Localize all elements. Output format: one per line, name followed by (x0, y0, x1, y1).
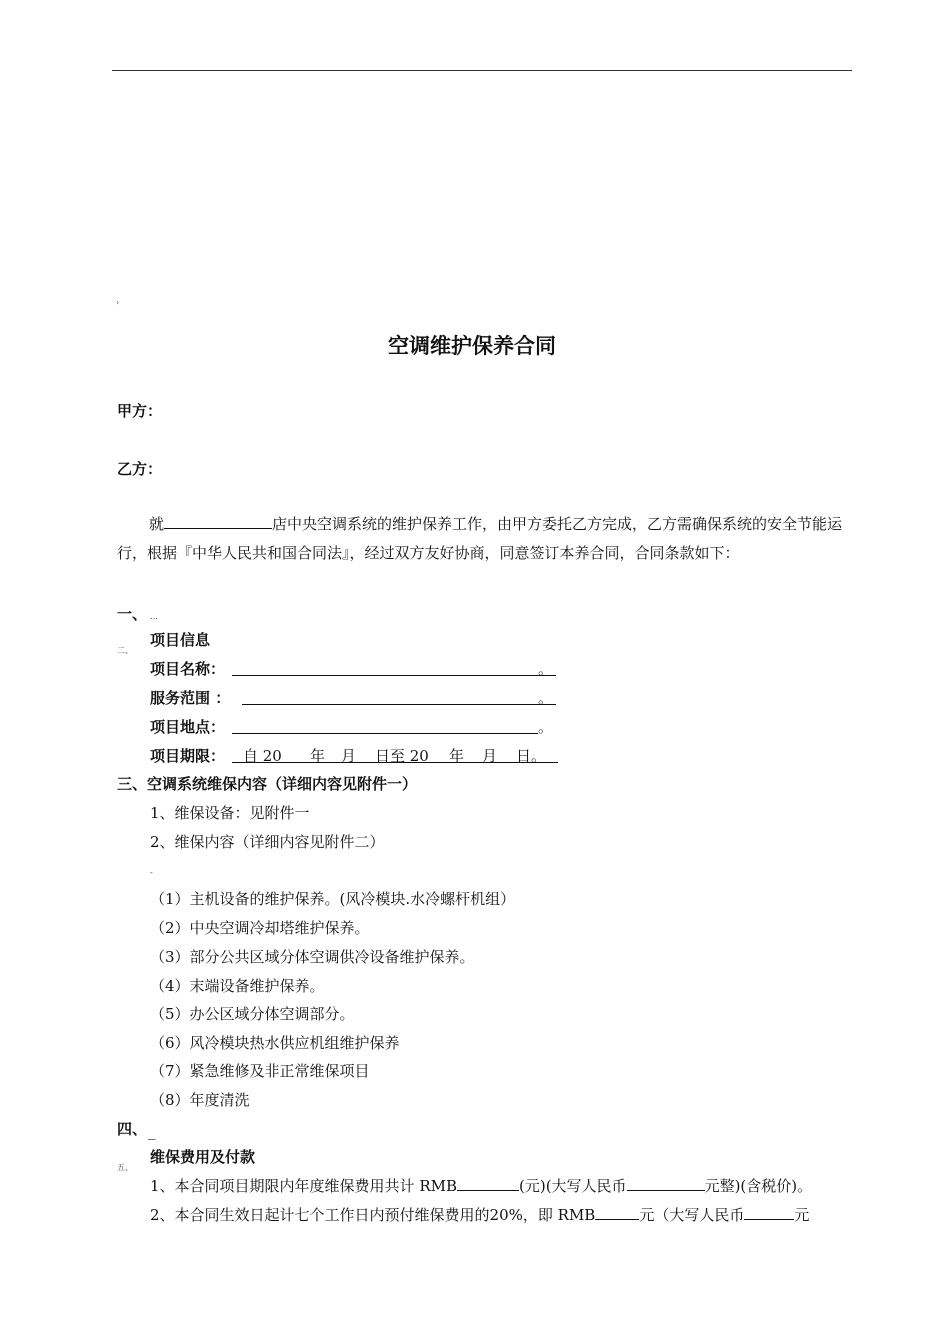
party-b-label: 乙方： (117, 460, 163, 478)
prepay-capital-blank (744, 1205, 794, 1220)
period-day-to: 日至 20 (375, 747, 429, 765)
section3-small-mark: - (150, 868, 153, 877)
top-mark: › (116, 298, 120, 307)
maintenance-item: （3）部分公共区域分体空调供冷设备维护保养。 (150, 948, 475, 966)
fee-line-1-text-a: 1、本合同项目期限内年度维保费用共计 RMB (150, 1177, 457, 1195)
project-name-field (232, 660, 556, 676)
intro-text: 店中央空调系统的维护保养工作，由甲方委托乙方完成，乙方需确保系统的安全节能运行，根据『中华人民共和国合同法』，经过双方友好协商，同意签订本养合同，合同条款如下： (117, 515, 843, 562)
document-title: 空调维护保养合同 (388, 334, 556, 358)
party-a-label: 甲方： (117, 402, 163, 420)
header-rule (112, 70, 852, 71)
maintenance-item: （5）办公区域分体空调部分。 (150, 1005, 355, 1023)
maintenance-item: （6）风冷模块热水供应机组维护保养 (150, 1034, 400, 1052)
section3-item-1: 1、维保设备：见附件一 (150, 804, 310, 822)
fee-line-2-text-b: 元（大写人民币 (639, 1206, 745, 1224)
fee-line-2 (150, 1204, 809, 1225)
fee-line-2-text-c: 元 (794, 1206, 810, 1224)
fee-line-1-text-c: 元整)(含税价)。 (704, 1177, 813, 1195)
service-scope-end: 。 (538, 689, 554, 707)
period-month-2: 月 (482, 747, 498, 765)
service-scope-label: 服务范围 ： (150, 689, 231, 707)
maintenance-item: （4）末端设备维护保养。 (150, 977, 325, 995)
section3-heading: 三、空调系统维保内容（详细内容见附件一） (117, 775, 418, 793)
fee-capital-blank (627, 1176, 705, 1191)
period-month-1: 月 (341, 747, 357, 765)
prepay-amount-blank (595, 1205, 639, 1220)
project-location-field (232, 718, 538, 734)
maintenance-item: （8）年度清洗 (150, 1091, 250, 1109)
section5-mark: 五、 (117, 1163, 133, 1172)
fee-amount-blank (457, 1176, 519, 1191)
period-year-2: 年 (449, 747, 465, 765)
service-scope-field (242, 689, 556, 705)
period-from: 自 20 (243, 747, 282, 765)
fee-line-2-text-a: 2、本合同生效日起计七个工作日内预付维保费用的20%，即 RMB (150, 1206, 596, 1224)
intro-paragraph (117, 510, 852, 568)
period-day-end: 日。 (516, 747, 547, 765)
section3-item-2: 2、维保内容（详细内容见附件二） (150, 833, 385, 851)
section4-number: 四、 (117, 1120, 148, 1138)
store-blank (164, 514, 272, 529)
maintenance-item: （1）主机设备的维护保养。(风冷模块.水冷螺杆机组） (150, 890, 516, 908)
section2-heading: 项目信息 (150, 631, 211, 649)
fee-line-1-text-b: (元)(大写人民币 (519, 1177, 627, 1195)
section5-heading: 维保费用及付款 (150, 1148, 256, 1166)
intro-lead: 就 (149, 515, 165, 533)
project-location-end: 。 (538, 718, 554, 736)
project-location-label: 项目地点： (150, 718, 226, 736)
project-period-label: 项目期限： (150, 747, 226, 765)
project-name-end: 。 (538, 660, 554, 678)
maintenance-item: （7）紧急维修及非正常维保项目 (150, 1062, 370, 1080)
section1-tail: … (150, 612, 158, 621)
section1-number: 一、 (117, 605, 148, 623)
fee-line-1 (150, 1175, 812, 1196)
section2-mark: 二、 (117, 646, 133, 655)
project-name-label: 项目名称： (150, 660, 226, 678)
section4-tail: _ (148, 1122, 156, 1140)
period-year-1: 年 (310, 747, 326, 765)
maintenance-item: （2）中央空调冷却塔维护保养。 (150, 919, 370, 937)
